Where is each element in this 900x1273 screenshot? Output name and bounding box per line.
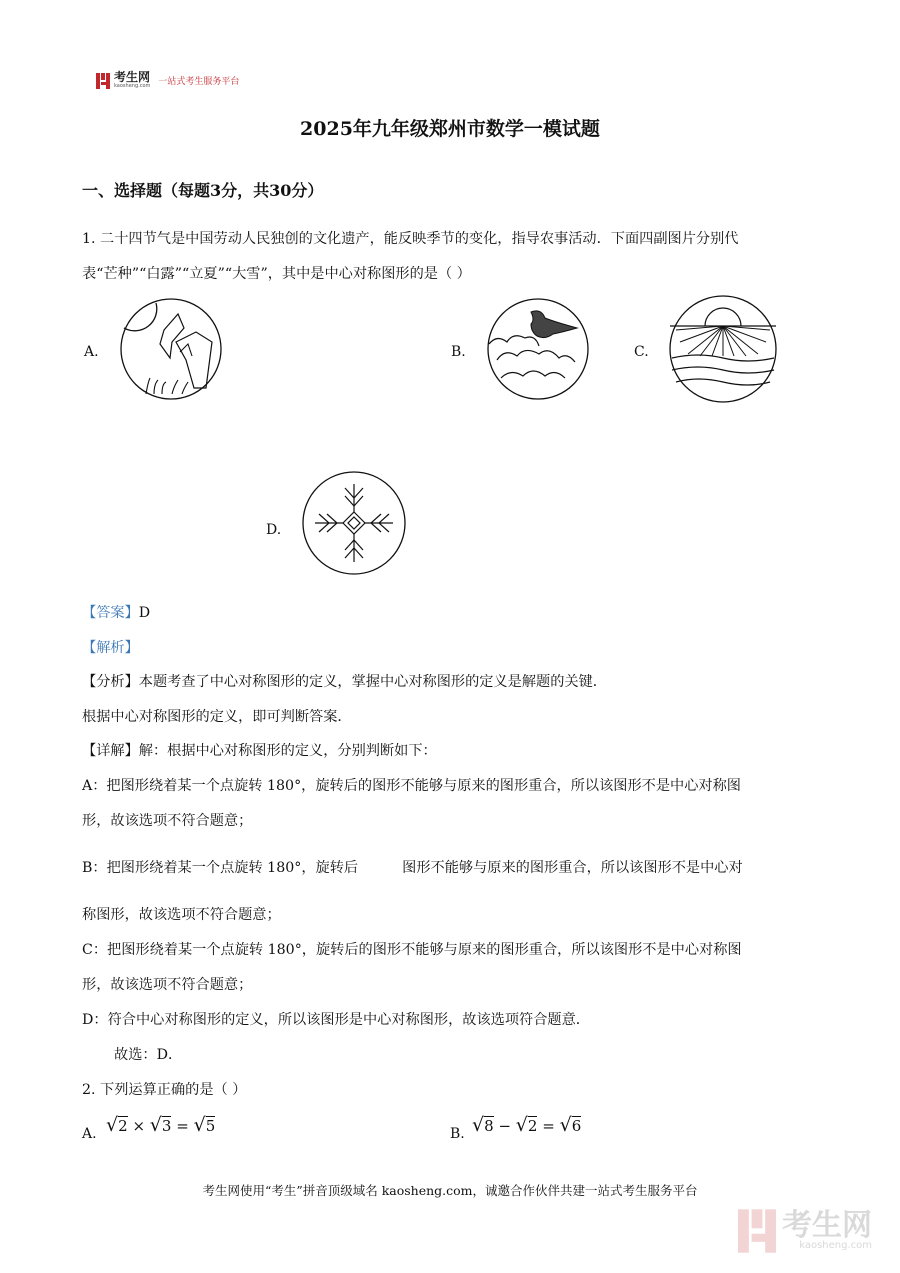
sqrt-sign: √ <box>149 1114 162 1136</box>
detail-label: 【详解】 <box>82 743 139 759</box>
logo-domain: kaosheng.com <box>114 83 151 89</box>
sqrt-sign: √ <box>106 1114 119 1136</box>
analysis-label: 【解析】 <box>82 640 139 656</box>
watermark-brand: 考生网 <box>782 1208 872 1243</box>
radicand: 3 <box>161 1117 172 1135</box>
operator: − <box>498 1117 512 1135</box>
fenxi-text-2: 根据中心对称图形的定义，即可判断答案． <box>82 709 352 725</box>
option-d-image[interactable] <box>301 470 407 576</box>
radicand: 5 <box>205 1117 216 1135</box>
q1-option-a-label: A. <box>84 344 99 360</box>
option-c-image[interactable] <box>668 294 778 404</box>
detail-a-line2: 形，故该选项不符合题意； <box>82 813 253 829</box>
q2-option-a-formula[interactable] <box>106 1114 215 1136</box>
q1-stem-line1: 1. 二十四节气是中国劳动人民独创的文化遗产，能反映季节的变化，指导农事活动．下面四副图片分别代 <box>82 231 739 247</box>
option-b-image[interactable] <box>483 298 593 400</box>
q1-option-d-label: D. <box>266 522 282 538</box>
detail-d-line: D：符合中心对称图形的定义，所以该图形是中心对称图形，故该选项符合题意． <box>82 1012 590 1028</box>
logo-brand-text: 考生网 <box>114 70 151 84</box>
fenxi-label: 【分析】 <box>82 674 139 690</box>
detail-b-part1: B：把图形绕着某一个点旋转 180°，旋转后 <box>82 860 359 876</box>
operator: × <box>132 1117 146 1135</box>
answer-value: D <box>138 605 151 621</box>
equals-sign: = <box>176 1117 189 1135</box>
sqrt-sign: √ <box>193 1114 206 1136</box>
q2-option-a-label: A. <box>82 1126 97 1142</box>
detail-c-line1: C：把图形绕着某一个点旋转 180°，旋转后的图形不能够与原来的图形重合，所以该图形不是中心对称图 <box>82 942 742 958</box>
q1-stem-line2: 表“芒种”“白露”“立夏”“大雪”，其中是中心对称图形的是（ ） <box>82 266 471 282</box>
conclusion: 故选：D． <box>114 1047 183 1063</box>
detail-b-part2: 图形不能够与原来的图形重合，所以该图形不是中心对 <box>402 860 743 876</box>
q1-option-c-label: C. <box>634 344 649 360</box>
sqrt-sign: √ <box>559 1114 572 1136</box>
brand-logo[interactable] <box>96 72 239 89</box>
kaosheng-logo-icon <box>96 73 110 89</box>
detail-c-line2: 形，故该选项不符合题意； <box>82 977 253 993</box>
q1-option-b-label: B. <box>451 344 466 360</box>
q2-option-b-formula[interactable] <box>472 1114 581 1136</box>
sqrt-sign: √ <box>515 1114 528 1136</box>
q2-stem: 2. 下列运算正确的是（ ） <box>82 1082 247 1098</box>
page-footer: 考生网使用“考生”拼音顶级域名 kaosheng.com，诚邀合作伙伴共建一站式考生服务平台 <box>202 1183 698 1198</box>
fenxi-line <box>82 671 607 693</box>
option-a-image[interactable] <box>116 298 226 400</box>
detail-text: 解：根据中心对称图形的定义，分别判断如下： <box>138 743 437 759</box>
kaosheng-watermark-icon <box>738 1209 776 1253</box>
logo-tagline: 一站式考生服务平台 <box>158 77 240 87</box>
radicand: 6 <box>571 1117 582 1135</box>
equals-sign: = <box>542 1117 555 1135</box>
watermark-domain: kaosheng.com <box>799 1240 872 1251</box>
detail-a-line1: A：把图形绕着某一个点旋转 180°，旋转后的图形不能够与原来的图形重合，所以该图形不是中心对称图 <box>82 778 741 794</box>
radicand: 2 <box>527 1117 538 1135</box>
q1-answer-line <box>82 602 150 624</box>
detail-b-line2: 称图形，故该选项不符合题意； <box>82 907 281 923</box>
sqrt-sign: √ <box>472 1114 485 1136</box>
detail-line <box>82 740 437 762</box>
page-title: 2025年九年级郑州市数学一模试题 <box>300 118 600 140</box>
q2-option-b-label: B. <box>450 1126 465 1142</box>
radicand: 2 <box>118 1117 128 1135</box>
watermark <box>738 1209 872 1253</box>
fenxi-text: 本题考查了中心对称图形的定义，掌握中心对称图形的定义是解题的关键． <box>138 674 607 690</box>
answer-label: 【答案】 <box>82 605 139 621</box>
radicand: 8 <box>484 1117 494 1135</box>
detail-b-line1 <box>82 857 743 879</box>
section-heading: 一、选择题（每题3分，共30分） <box>82 181 324 200</box>
